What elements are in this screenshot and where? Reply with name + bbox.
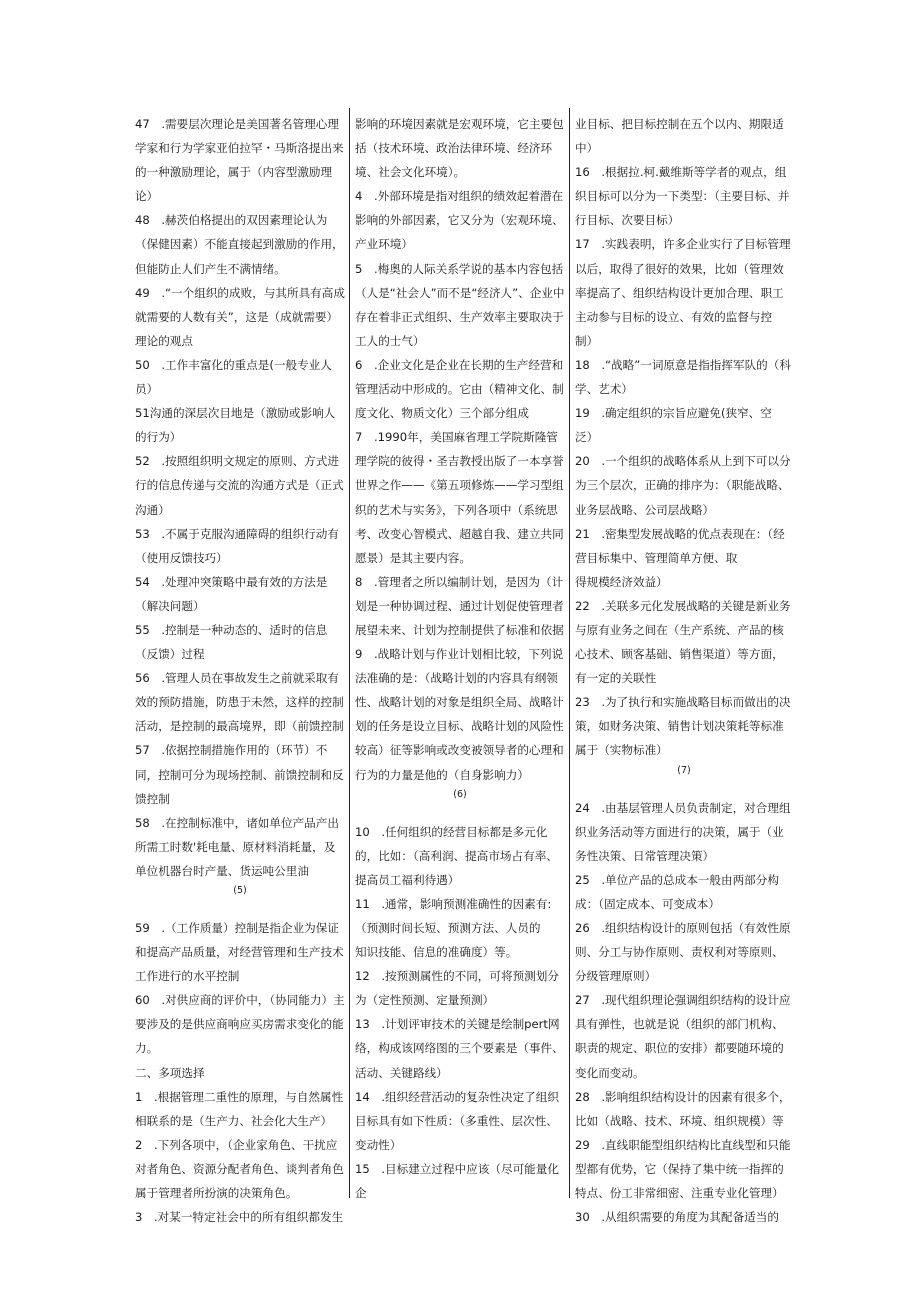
column-3-text-top: 业目标、把目标控制在五个以内、期限适中） 16 .根据拉.柯.戴维斯等学者的观点，组织目标可以分为一下类型：（主要目标、并行目标、次要目标） 17 .实践表明，许多企业实行了目标管理以后，取得了很好的效果，比如（管理效率提高了、组织结构设计更加合理、职工主动参与目标的设立、有效的监督与控制） 18 .“战略”一词原意是指指挥军队的（科学、艺术） 19 .确定组织的宗旨应避免(狭窄、空泛） 20 .一个组织的战略体系从上到下可以分为三个层次，正确的排序为：（职能战略、业务层战略、公司层战略） 21 .密集型发展战略的优点表现在：（经营目标集中、管理简单方便、取 得规模经济效益） 22 .关联多元化发展战略的关键是新业务与原有业务之间在（生产系统、产品的核心技术、顾客基础、销售渠道）等方面，有一定的关联性 23 .为了执行和实施战略目标而做出的决策，如财务决策、销售计划决策耗等标准属于（实物标准） [575,117,791,758]
spacer [575,778,793,796]
column-1-text-top: 47 .需要层次理论是美国著名管理心理学家和行为学家亚伯拉罕・马斯洛提出来的一种激励理论，属于（内容型激励理论） 48 .赫茨伯格提出的双因素理论认为（保健因素）不能直接起到激励的作用，但能防止人们产生不满情绪。 49 .“一个组织的成败，与其所具有高成就需要的人数有关”，这是（成就需要）理论的观点 50 .工作丰富化的重点是(一般专业人员） 51沟通的深层次目地是（激励或影响人的行为） 52 .按照组织明文规定的原则、方式进行的信息传递与交流的沟通方式是（正式沟通） 53 .不属于克服沟通障碍的组织行动有（使用反馈技巧） 54 .处理冲突策略中最有效的方法是（解决问题） 55 .控制是一种动态的、适时的信息（反馈）过程 56 .管理人员在事故发生之前就采取有效的预防措施，防患于未然，这样的控制活动，是控制的最高境界，即（前馈控制 57 .依据控制措施作用的（环节）不同，控制可分为现场控制、前馈控制和反馈控制 58 .在控制标准中，诸如单位产品产出所需工时数'耗电量、原材料消耗量，及单位机器台时产量、货运吨公里油 [135,117,345,878]
text-column-1 [135,112,345,1229]
column-3-text-bottom: 24 .由基层管理人员负责制定，对合理组织业务活动等方面进行的决策，属于（业务性决策、日常管理决策） 25 .单位产品的总成本一般由两部分构成：（固定成本、可变成本） 26 .组织结构设计的原则包括（有效性原则、分工与协作原则、责权利对等原则、分级管理原则） 27 .现代组织理论强调组织结构的设计应具有弹性，也就是说（组织的部门机构、职责的规定、职位的安排）都要随环境的变化而变动。 28 .影响组织结构设计的因素有很多个，比如（战略、技术、环境、组织规模）等 29 .直线职能型组织结构比直线型和只能型都有优势，它（保持了集中统一指挥的特点、份工非常细密、注重专业化管理） 30 .从组织需要的角度为其配备适当的 [575,800,791,1225]
page-number-6: (6) [453,788,467,800]
column-divider-2 [569,108,570,1198]
column-2-text-bottom: 10 .任何组织的经营目标都是多元化的，比如：（高利润、提高市场占有率、提高员工福利待遇） 11 .通常，影响预测准确性的因素有:（预测时间长短、预测方法、人员的 知识技能、信息的准确度）等。 12 .按预测属性的不同，可将预测划分为（定性预测、定量预测） 13 .计划评审技术的关键是绘制pert网络，构成该网络图的三个要素是（事件、活动、关键路线） 14 .组织经营活动的复杂性决定了组织目标具有如下性质：（多重性、层次性、变动性） 15 .目标建立过程中应该（尽可能量化企 [355,824,564,1201]
text-column-2 [355,112,565,1205]
column-divider-1 [349,108,350,1198]
text-column-3 [575,112,793,1229]
column-1-text-bottom: 59 .（工作质量）控制是指企业为保证和提高产品质量，对经营管理和生产技术工作进行的水平控制 60 .对供应商的评价中，（协同能力）主要涉及的是供应商响应买房需求变化的能力。 二、多项选择 1 .根据管理二重性的原理，与自然属性相联系的是（生产力、社会化大生产） 2 .下列各项中，（企业家角色、干扰应对者角色、资源分配者角色、谈判者角色属于管理者所扮演的决策角色。 3 .对某一特定社会中的所有组织都发生 [135,921,345,1225]
spacer [135,898,345,916]
spacer [355,802,565,820]
column-2-text-top: 影响的环境因素就是宏观环境，它主要包括（技术环境、政治法律环境、经济环境、社会文化环境）。 4 .外部环境是指对组织的绩效起着潜在影响的外部因素，它又分为（宏观环境、产业环境） 5 .梅奥的人际关系学说的基本内容包括（人是“社会人”而不是“经济人”、企业中存在着非正式组织、生产效率主要取决于工人的士气） 6 .企业文化是企业在长期的生产经营和管理活动中形成的。它由（精神文化、制度文化、物质文化）三个部分组成 7 .1990年，美国麻省理工学院斯隆管理学院的彼得・圣吉教授出版了一本享誉世界之作——《第五项修炼——学习型组织的艺术与实务》，下列各项中（系统思考、改变心智模式、超越自我、建立共同愿景）是其主要内容。 8 .管理者之所以编制计划，是因为（计划是一种协调过程、通过计划促使管理者展望未来、计划为控制提供了标准和依据 9 .战略计划与作业计划相比较，下列说法准确的是：（战略计划的内容具有纲领性、战略计划的对象是组织全局、战略计划的任务是设立目标、战略计划的风险性较高）征等影响或改变被领导者的心理和行为的力量是他的（自身影响力） [355,117,565,782]
page-number-7: (7) [677,764,691,776]
page-number-5: (5) [233,885,247,896]
